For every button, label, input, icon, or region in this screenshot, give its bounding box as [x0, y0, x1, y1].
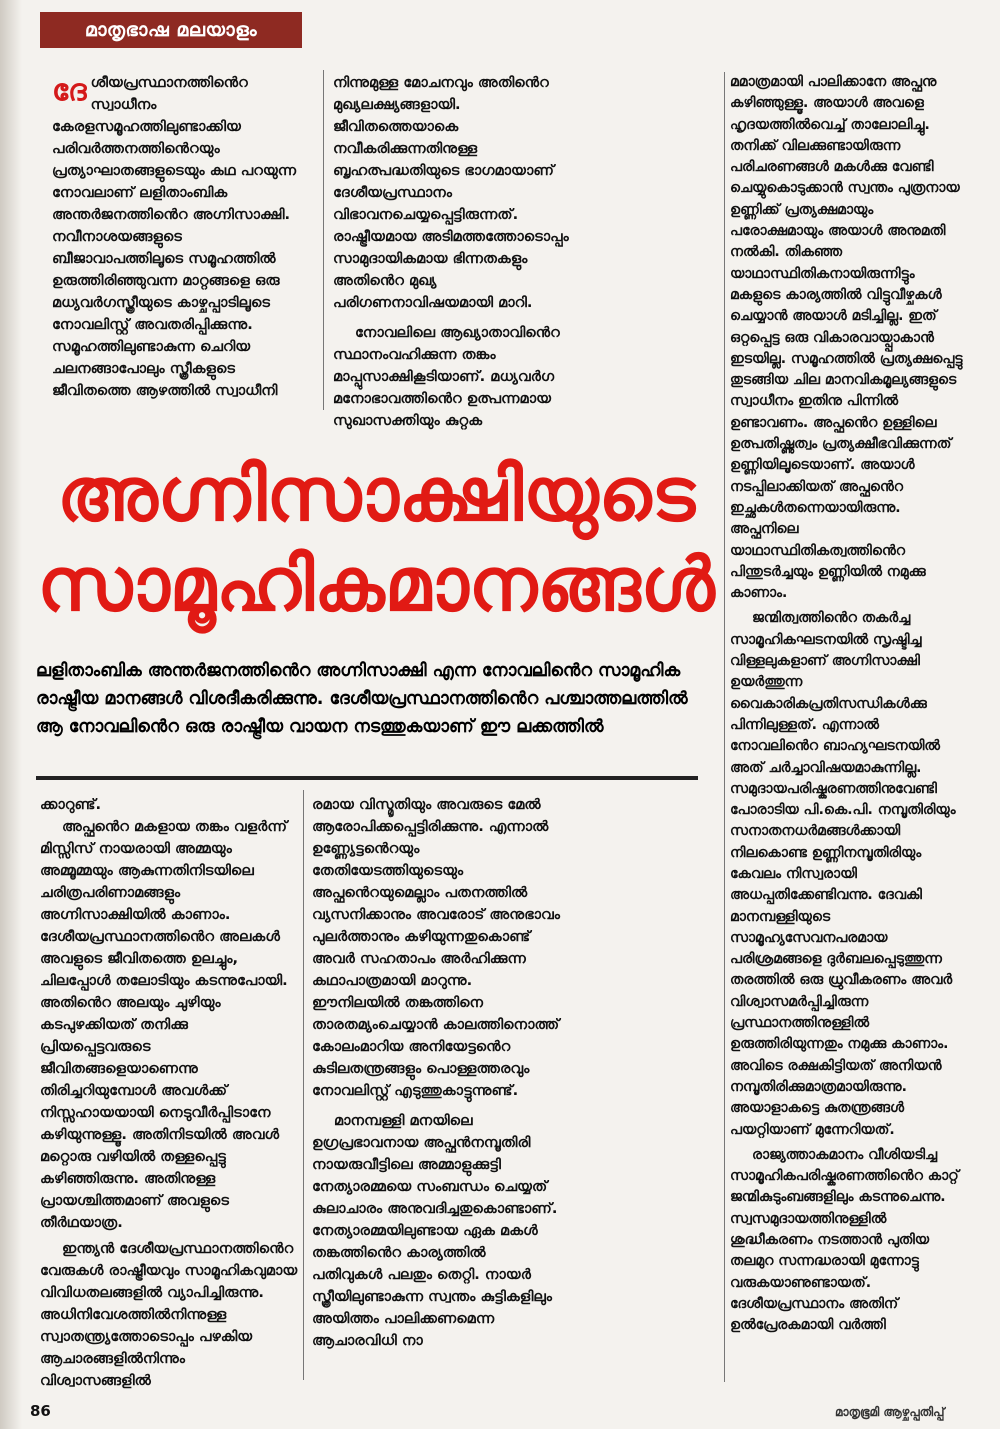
column-divider: [303, 790, 304, 1380]
column-divider: [323, 70, 324, 410]
body-column-1: [40, 794, 298, 1392]
intro-column-2: [333, 72, 573, 432]
body-col1-para-3: ഇന്ത്യൻ ദേശീയപ്രസ്ഥാനത്തിൻെറ വേരുകൾ രാഷ്ട്രീയവും സാമൂഹികവുമായ വിവിധതലങ്ങളിൽ വ്യാപിച്ചിരുന്നു. അധിനിവേശത്തിൽനിന്നുള്ള സ്വാതന്ത്ര്യത്തോടൊപ്പം പഴകിയ ആചാരങ്ങളിൽനിന്നും വിശ്വാസങ്ങളിൽ: [40, 1240, 298, 1389]
body-col3-para-1: മമാത്രമായി പാലിക്കാനേ അപ്ഫനു കഴിഞ്ഞുള്ളൂ. അയാൾ അവളെ ഹൃദയത്തിൽവെച്ച് താലോലിച്ചു. തനിക്ക് വിലക്കുണ്ടായിരുന്ന പരിചരണങ്ങൾ മകൾക്കു വേണ്ടി ചെയ്യുകൊടുക്കാൻ സ്വന്തം പുത്രനായ ഉണ്ണിക്ക് പ്രത്യക്ഷമായും പരോക്ഷമായും അയാൾ അനുമതി നൽകി. തികഞ്ഞ യാഥാസ്ഥിതികനായിരുന്നിട്ടും മകളുടെ കാര്യത്തിൽ വിട്ടുവീഴ്ചകൾ ചെയ്യാൻ അയാൾ മടിച്ചില്ല. ഇത് ഒറ്റപ്പെട്ട ഒരു വികാരവായ്പ്പാകാൻ ഇടയില്ല. സമൂഹത്തിൽ പ്രത്യക്ഷപ്പെട്ടു തുടങ്ങിയ ചില മാനവികമൂല്യങ്ങളുടെ സ്വാധീനം ഇതിനു പിന്നിൽ ഉണ്ടാവണം. അപ്ഫൻെറ ഉള്ളിലെ ഉത്പതിഷ്ണുത്വം പ്രത്യക്ഷീഭവിക്കുന്നത് ഉണ്ണിയിലൂടെയാണ്. അയാൾ നടപ്പിലാക്കിയത് അപ്ഫൻെറ ഇച്ഛകൾതന്നെയായിരുന്നു. അപ്ഫനിലെ യാഥാസ്ഥിതികത്വത്തിൻെറ പിന്തുടർച്ചയും ഉണ്ണിയിൽ നമുക്കു കാണാം.: [730, 74, 963, 602]
body-col1-para-2: അപ്ഫൻെറ മകളായ തങ്കം വളർന്ന് മിസ്സിസ് നായരായി അമ്മയും അമ്മൂമ്മയും ആകുന്നതിനിടയിലെ ചരിത്രപരിണാമങ്ങളും അഗ്നിസാക്ഷിയിൽ കാണാം. ദേശീയപ്രസ്ഥാനത്തിൻെറ അലകൾ അവളുടെ ജീവിതത്തെ ഉലച്ചും, ചിലപ്പോൾ തലോടിയും കടന്നുപോയി. അതിൻെറ അലയും ചുഴിയും കടപുഴക്കിയത് തനിക്കു പ്രിയപ്പെട്ടവരുടെ ജീവിതങ്ങളെയാണെന്നു തിരിച്ചറിയുമ്പോൾ അവൾക്ക് നിസ്സഹായയായി നെടുവീർപ്പിടാനേ കഴിയുന്നുള്ളൂ. അതിനിടയിൽ അവൾ മറ്റൊരു വഴിയിൽ തള്ളപ്പെട്ടു കഴിഞ്ഞിരുന്നു. അതിനുള്ള പ്രായശ്ചിത്തമാണ് അവളുടെ തീർഥയാത്ര.: [40, 818, 288, 1231]
footer-masthead: മാതൃഭൂമി ആഴ്ചപ്പതിപ്പ്: [835, 1405, 945, 1419]
page-gutter-shadow: [0, 0, 22, 1429]
headline: [36, 450, 716, 630]
intro-col2-para-2: നോവലിലെ ആഖ്യാതാവിൻെറ സ്ഥാനംവഹിക്കുന്ന തങ്കം മാപ്പുസാക്ഷികൂടിയാണ്. മധ്യവർഗ മനോഭാവത്തിൻെറ ഉത്പന്നമായ സുഖാസക്തിയും കുറ്റക: [333, 324, 560, 429]
body-col1-para-1: ക്കാറുണ്ട്.: [40, 796, 102, 813]
intro-col2-para-1: നിന്നുമുള്ള മോചനവും അതിൻെറ മുഖ്യലക്ഷ്യങ്ങളായി. ജീവിതത്തെയാകെ നവീകരിക്കുന്നതിനുള്ള ബൃഹത്പദ്ധതിയുടെ ഭാഗമായാണ് ദേശീയപ്രസ്ഥാനം വിഭാവനചെയ്യപ്പെട്ടിരുന്നത്. രാഷ്ട്രീയമായ അടിമത്തത്തോടൊപ്പം സാമുദായികമായ ഭിന്നതകളും അതിൻെറ മുഖ്യ പരിഗണനാവിഷയമായി മാറി.: [333, 74, 569, 311]
page-number: 86: [30, 1402, 51, 1420]
headline-line-1: അഗ്നിസാക്ഷിയുടെ: [57, 452, 695, 538]
horizontal-rule: [36, 776, 698, 780]
body-column-3: [730, 72, 966, 1337]
headline-line-2: സാമൂഹികമാനങ്ങൾ: [37, 542, 715, 628]
body-col2-para-2: മാനമ്പള്ളി മനയിലെ ഉഗ്രപ്രഭാവനായ അപ്ഫൻനമ്പൂതിരി നായരുവീട്ടിലെ അമ്മാളുക്കുട്ടി നേത്യാരമ്മയെ സംബന്ധം ചെയ്യത് കുലാചാരം അനുവദിച്ചതുകൊണ്ടാണ്. നേത്യാരമ്മയിലുണ്ടായ ഏക മകൾ തങ്കത്തിൻെറ കാര്യത്തിൽ പതിവുകൾ പലതും തെറ്റി. നായർ സ്ത്രീയിലുണ്ടാകുന്ന സ്വന്തം കുട്ടികളിലും അയിത്തം പാലിക്കണമെന്ന ആചാരവിധി നാ: [312, 1112, 558, 1349]
intro-column-1: [52, 72, 314, 402]
body-col2-para-1: രമായ വിസ്മൃതിയും അവരുടെ മേൽ ആരോപിക്കപ്പെട്ടിരിക്കുന്നു. എന്നാൽ ഉണ്ണ്യേട്ടൻെറയും തേതിയേടത്തിയുടെയും അപ്ഫൻെറയുമെല്ലാം പതനത്തിൽ വ്യസനിക്കാനും അവരോട് അനുഭാവം പുലർത്താനും കഴിയുന്നതുകൊണ്ട് അവർ സഹതാപം അർഹിക്കുന്ന കഥാപാത്രമായി മാറുന്നു. ഈനിലയിൽ തങ്കത്തിനെ താരതമ്യംചെയ്യാൻ കാലത്തിനൊത്ത് കോലംമാറിയ അനിയേട്ടൻെറ കുടിലതന്ത്രങ്ങളും പൊള്ളത്തരവും നോവലിസ്റ്റ് എടുത്തുകാട്ടുന്നുണ്ട്.: [312, 796, 560, 1099]
body-col3-para-3: രാജ്യത്താകമാനം വീശിയടിച്ച സാമൂഹികപരിഷ്കരണത്തിൻെറ കാറ്റ് ജന്മികുടുംബങ്ങളിലും കടന്നുചെന്നു. സ്വസമുദായത്തിനുള്ളിൽ ശുദ്ധീകരണം നടത്താൻ പുതിയ തലമുറ സന്നദ്ധരായി മുന്നോട്ടു വരുകയാണുണ്ടായത്. ദേശീയപ്രസ്ഥാനം അതിന് ഉൽപ്രേരകമായി വർത്തി: [730, 1146, 959, 1334]
intro-col1-text: ശീയപ്രസ്ഥാനത്തിൻെറ സ്വാധീനം കേരളസമൂഹത്തിലുണ്ടാക്കിയ പരിവർത്തനത്തിൻെറയും പ്രത്യാഘാതങ്ങളുടെയും കഥ പറയുന്ന നോവലാണ് ലളിതാംബിക അന്തർജനത്തിൻെറ അഗ്നിസാക്ഷി. നവീനാശയങ്ങളുടെ ബീജാവാപത്തിലൂടെ സമൂഹത്തിൽ ഉരുത്തിരിഞ്ഞുവന്ന മാറ്റങ്ങളെ ഒരു മധ്യവർഗസ്ത്രീയുടെ കാഴ്ചപ്പാടിലൂടെ നോവലിസ്റ്റ് അവതരിപ്പിക്കുന്നു. സമൂഹത്തിലുണ്ടാകുന്ന ചെറിയ ചലനങ്ങാപോലും സ്ത്രീകളുടെ ജീവിതത്തെ ആഴത്തിൽ സ്വാധീനി: [52, 74, 297, 399]
body-column-2: [312, 794, 560, 1352]
section-tag: മാതൃഭാഷ മലയാളം: [40, 12, 302, 48]
body-col3-para-2: ജന്മിത്വത്തിൻെറ തകർച്ച സാമൂഹികഘടനയിൽ സൃഷ്ടിച്ച വിള്ളലുകളാണ് അഗ്നിസാക്ഷി ഉയർത്തുന്ന വൈകാരികപ്രതിസന്ധികൾക്കു പിന്നിലുള്ളത്. എന്നാൽ നോവലിൻെറ ബാഹ്യഘടനയിൽ അത് ചർച്ചാവിഷയമാകുന്നില്ല. സമുദായപരിഷ്കരണത്തിനുവേണ്ടി പോരാടിയ പി.കെ.പി. നമ്പൂതിരിയും സനാതനധർമങ്ങൾക്കായി നിലകൊണ്ട ഉണ്ണിനമ്പൂതിരിയും കേവലം നിസ്വരായി അധപ്പതിക്കേണ്ടിവന്നു. ദേവകി മാനമ്പള്ളിയുടെ സാമൂഹ്യസേവനപരമായ പരിശ്രമങ്ങളെ ദുർബലപ്പെടുത്തുന്ന തരത്തിൽ ഒരു ധ്രുവീകരണം അവർ വിശ്വാസമർപ്പിച്ചിരുന്ന പ്രസ്ഥാനത്തിനുള്ളിൽ ഉരുത്തിരിയുന്നതും നമുക്കു കാണാം. അവിടെ രക്ഷകിട്ടിയത് അനിയൻ നമ്പൂതിരിക്കുമാത്രമായിരുന്നു. അയാളാകട്ടെ കുതന്ത്രങ്ങൾ പയറ്റിയാണ് മുന്നേറിയത്.: [730, 610, 956, 1138]
column-divider: [724, 72, 725, 1382]
standfirst: ലളിതാംബിക അന്തർജനത്തിൻെറ അഗ്നിസാക്ഷി എന്ന നോവലിൻെറ സാമൂഹിക രാഷ്ട്രീയ മാനങ്ങൾ വിശദീകരിക്കുന്നു. ദേശീയപ്രസ്ഥാനത്തിൻെറ പശ്ചാത്തലത്തിൽ ആ നോവലിൻെറ ഒരു രാഷ്ട്രീയ വായന നടത്തുകയാണ് ഈ ലക്കത്തിൽ: [36, 661, 688, 737]
dropcap: ദേ: [52, 73, 87, 108]
